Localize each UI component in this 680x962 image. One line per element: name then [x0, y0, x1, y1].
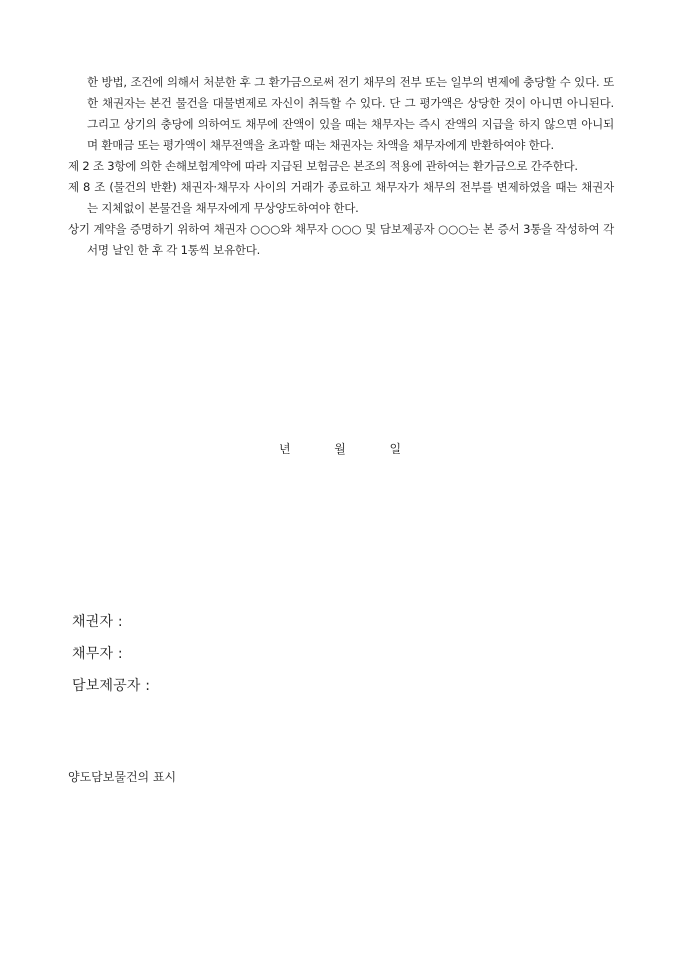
- date-month: 월: [334, 442, 346, 456]
- clause-continuation: 한 방법, 조건에 의해서 처분한 후 그 환가금으로써 전기 채무의 전부 또는 일부의 변제에 충당할 수 있다. 또한 채권자는 본건 물건을 대물변제로 자신이 취득할 수 있다. 단 그 평가액은 상당한 것이 아니면 아니된다. 그리고 상기의 충당에 의하여도 채무에 잔액이 있을 때는 채무자는 즉시 잔액의 지급을 하지 않으면 아니되며 환매금 또는 평가액이 채무전액을 초과할 때는 채권자는 차액을 채무자에게 반환하여야 한다.: [87, 75, 614, 152]
- debtor-signature-line: 채무자 :: [72, 646, 123, 662]
- clause-8-return-of-goods: 제 8 조 (물건의 반환) 채권자·채무자 사이의 거래가 종료하고 채무자가 채무의 전부를 변제하였을 때는 채권자는 지체없이 본물건을 채무자에게 무상양도하여야 한다.: [68, 180, 614, 215]
- contract-body: [68, 72, 614, 261]
- collateral-schedule-heading: 양도담보물건의 표시: [68, 770, 177, 784]
- date-line: [0, 440, 680, 457]
- clause-insurance-proceeds: 제 2 조 3항에 의한 손해보험계약에 따라 지급된 보험금은 본조의 적용에 관하여는 환가금으로 간주한다.: [68, 159, 578, 173]
- creditor-signature-line: 채권자 :: [72, 614, 123, 630]
- guarantor-signature-line: 담보제공자 :: [72, 678, 151, 694]
- date-year: 년: [278, 442, 291, 456]
- closing-statement: 상기 계약을 증명하기 위하여 채권자 ○○○와 채무자 ○○○ 및 담보제공자 ○○○는 본 증서 3통을 작성하여 각 서명 날인 한 후 각 1통씩 보유한다.: [68, 222, 614, 257]
- date-day: 일: [389, 442, 402, 456]
